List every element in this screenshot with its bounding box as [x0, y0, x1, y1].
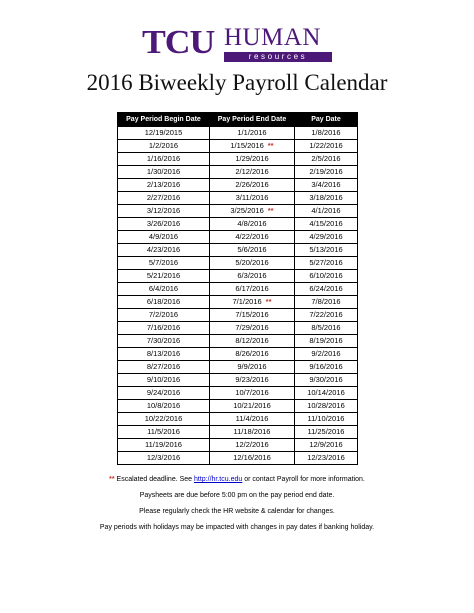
escalated-deadline-marker: **: [267, 206, 274, 215]
payroll-calendar-table: [117, 112, 358, 465]
end-date-cell: [210, 426, 295, 439]
begin-date-cell: 11/19/2016: [118, 439, 210, 452]
begin-date-cell: 1/2/2016: [118, 140, 210, 153]
table-row: [118, 231, 358, 244]
begin-date-cell: 3/26/2016: [118, 218, 210, 231]
table-row: [118, 413, 358, 426]
end-date-text: 6/3/2016: [237, 271, 267, 280]
pay-date-cell: 4/15/2016: [295, 218, 358, 231]
table-row: [118, 374, 358, 387]
pay-date-cell: 4/29/2016: [295, 231, 358, 244]
page-title: 2016 Biweekly Payroll Calendar: [86, 70, 388, 95]
begin-date-cell: 1/16/2016: [118, 153, 210, 166]
table-row: [118, 270, 358, 283]
pay-date-cell: 8/19/2016: [295, 335, 358, 348]
pay-date-cell: 4/1/2016: [295, 205, 358, 218]
end-date-cell: [210, 400, 295, 413]
end-date-text: 6/17/2016: [235, 284, 269, 293]
end-date-text: 3/25/2016: [230, 206, 264, 215]
end-date-cell: [210, 140, 295, 153]
hr-website-link[interactable]: http://hr.tcu.edu: [194, 476, 243, 483]
pay-date-cell: 3/4/2016: [295, 179, 358, 192]
end-date-text: 5/6/2016: [237, 245, 267, 254]
paysheet-note: Paysheets are due before 5:00 pm on the pay period end date.: [139, 492, 335, 499]
table-row: [118, 205, 358, 218]
end-date-text: 10/21/2016: [233, 401, 271, 410]
end-date-cell: [210, 205, 295, 218]
pay-date-cell: 6/24/2016: [295, 283, 358, 296]
table-row: [118, 309, 358, 322]
begin-date-cell: 9/24/2016: [118, 387, 210, 400]
end-date-text: 8/12/2016: [235, 336, 269, 345]
table-row: [118, 400, 358, 413]
begin-date-cell: 8/27/2016: [118, 361, 210, 374]
end-date-cell: [210, 218, 295, 231]
end-date-text: 2/12/2016: [235, 167, 269, 176]
end-date-text: 12/2/2016: [235, 440, 269, 449]
end-date-cell: [210, 127, 295, 140]
begin-date-cell: 10/8/2016: [118, 400, 210, 413]
table-row: [118, 127, 358, 140]
pay-date-cell: 11/10/2016: [295, 413, 358, 426]
begin-date-cell: 6/18/2016: [118, 296, 210, 309]
escalated-text-after: or contact Payroll for more information.: [242, 476, 365, 483]
end-date-text: 3/11/2016: [235, 193, 269, 202]
end-date-cell: [210, 153, 295, 166]
end-date-cell: [210, 374, 295, 387]
end-date-text: 4/22/2016: [235, 232, 269, 241]
end-date-text: 9/9/2016: [237, 362, 267, 371]
begin-date-cell: 1/30/2016: [118, 166, 210, 179]
end-date-cell: [210, 283, 295, 296]
header-pay-date: Pay Date: [295, 113, 358, 127]
table-row: [118, 387, 358, 400]
pay-date-cell: 9/30/2016: [295, 374, 358, 387]
begin-date-cell: 12/19/2015: [118, 127, 210, 140]
begin-date-cell: 12/3/2016: [118, 452, 210, 465]
end-date-text: 9/23/2016: [235, 375, 269, 384]
pay-date-cell: 1/22/2016: [295, 140, 358, 153]
pay-date-cell: 12/9/2016: [295, 439, 358, 452]
table-row: [118, 140, 358, 153]
end-date-text: 1/15/2016: [230, 141, 264, 150]
pay-date-cell: 5/13/2016: [295, 244, 358, 257]
end-date-cell: [210, 361, 295, 374]
begin-date-cell: 9/10/2016: [118, 374, 210, 387]
logo-resources-text: resources: [224, 52, 332, 62]
begin-date-cell: 10/22/2016: [118, 413, 210, 426]
table-row: [118, 153, 358, 166]
pay-date-cell: 8/5/2016: [295, 322, 358, 335]
begin-date-cell: 8/13/2016: [118, 348, 210, 361]
table-row: [118, 166, 358, 179]
end-date-text: 4/8/2016: [237, 219, 267, 228]
pay-date-cell: 9/2/2016: [295, 348, 358, 361]
end-date-text: 10/7/2016: [235, 388, 269, 397]
table-row: [118, 361, 358, 374]
tcu-hr-logo: [142, 25, 332, 61]
end-date-text: 11/4/2016: [235, 414, 269, 423]
escalated-text-before: Escalated deadline. See: [114, 476, 194, 483]
end-date-text: 12/16/2016: [233, 453, 271, 462]
table-row: [118, 218, 358, 231]
begin-date-cell: 11/5/2016: [118, 426, 210, 439]
end-date-text: 7/29/2016: [235, 323, 269, 332]
begin-date-cell: 4/9/2016: [118, 231, 210, 244]
holiday-note: Pay periods with holidays may be impacted with changes in pay dates if banking holiday.: [99, 524, 375, 531]
header-begin-date: Pay Period Begin Date: [118, 113, 210, 127]
escalated-asterisks: **: [109, 476, 115, 483]
end-date-cell: [210, 231, 295, 244]
begin-date-cell: 3/12/2016: [118, 205, 210, 218]
end-date-cell: [210, 296, 295, 309]
logo-tcu-text: TCU: [142, 24, 215, 61]
end-date-cell: [210, 439, 295, 452]
table-row: [118, 179, 358, 192]
begin-date-cell: 5/21/2016: [118, 270, 210, 283]
table-row: [118, 348, 358, 361]
begin-date-cell: 7/16/2016: [118, 322, 210, 335]
pay-date-cell: 9/16/2016: [295, 361, 358, 374]
end-date-text: 5/20/2016: [235, 258, 269, 267]
end-date-cell: [210, 257, 295, 270]
begin-date-cell: 6/4/2016: [118, 283, 210, 296]
begin-date-cell: 7/30/2016: [118, 335, 210, 348]
table-row: [118, 322, 358, 335]
end-date-cell: [210, 348, 295, 361]
end-date-cell: [210, 166, 295, 179]
escalated-deadline-marker: **: [265, 297, 272, 306]
end-date-cell: [210, 452, 295, 465]
end-date-text: 8/26/2016: [235, 349, 269, 358]
table-row: [118, 439, 358, 452]
logo-human-text: HUMAN: [224, 24, 321, 51]
begin-date-cell: 2/27/2016: [118, 192, 210, 205]
begin-date-cell: 4/23/2016: [118, 244, 210, 257]
end-date-cell: [210, 322, 295, 335]
end-date-cell: [210, 335, 295, 348]
end-date-cell: [210, 244, 295, 257]
begin-date-cell: 5/7/2016: [118, 257, 210, 270]
table-row: [118, 257, 358, 270]
table-row: [118, 426, 358, 439]
header-end-date: Pay Period End Date: [210, 113, 295, 127]
end-date-cell: [210, 413, 295, 426]
pay-date-cell: 3/18/2016: [295, 192, 358, 205]
end-date-text: 1/29/2016: [235, 154, 269, 163]
table-row: [118, 335, 358, 348]
table-row: [118, 283, 358, 296]
pay-date-cell: 2/5/2016: [295, 153, 358, 166]
pay-date-cell: 12/23/2016: [295, 452, 358, 465]
end-date-cell: [210, 270, 295, 283]
pay-date-cell: 10/28/2016: [295, 400, 358, 413]
begin-date-cell: 2/13/2016: [118, 179, 210, 192]
end-date-cell: [210, 179, 295, 192]
begin-date-cell: 7/2/2016: [118, 309, 210, 322]
pay-date-cell: 11/25/2016: [295, 426, 358, 439]
end-date-text: 11/18/2016: [233, 427, 271, 436]
footnotes: [0, 475, 474, 539]
end-date-text: 1/1/2016: [237, 128, 267, 137]
escalated-deadline-marker: **: [267, 141, 274, 150]
pay-date-cell: 6/10/2016: [295, 270, 358, 283]
pay-date-cell: 7/22/2016: [295, 309, 358, 322]
check-website-note: Please regularly check the HR website & calendar for changes.: [139, 508, 335, 515]
end-date-cell: [210, 309, 295, 322]
table-row: [118, 192, 358, 205]
table-header-row: [118, 113, 358, 127]
pay-date-cell: 2/19/2016: [295, 166, 358, 179]
escalated-note: [0, 475, 474, 484]
pay-date-cell: 1/8/2016: [295, 127, 358, 140]
end-date-text: 7/15/2016: [235, 310, 269, 319]
end-date-cell: [210, 387, 295, 400]
table-row: [118, 452, 358, 465]
pay-date-cell: 10/14/2016: [295, 387, 358, 400]
pay-date-cell: 7/8/2016: [295, 296, 358, 309]
end-date-cell: [210, 192, 295, 205]
end-date-text: 2/26/2016: [235, 180, 269, 189]
end-date-text: 7/1/2016: [232, 297, 262, 306]
table-row: [118, 244, 358, 257]
pay-date-cell: 5/27/2016: [295, 257, 358, 270]
table-row: [118, 296, 358, 309]
